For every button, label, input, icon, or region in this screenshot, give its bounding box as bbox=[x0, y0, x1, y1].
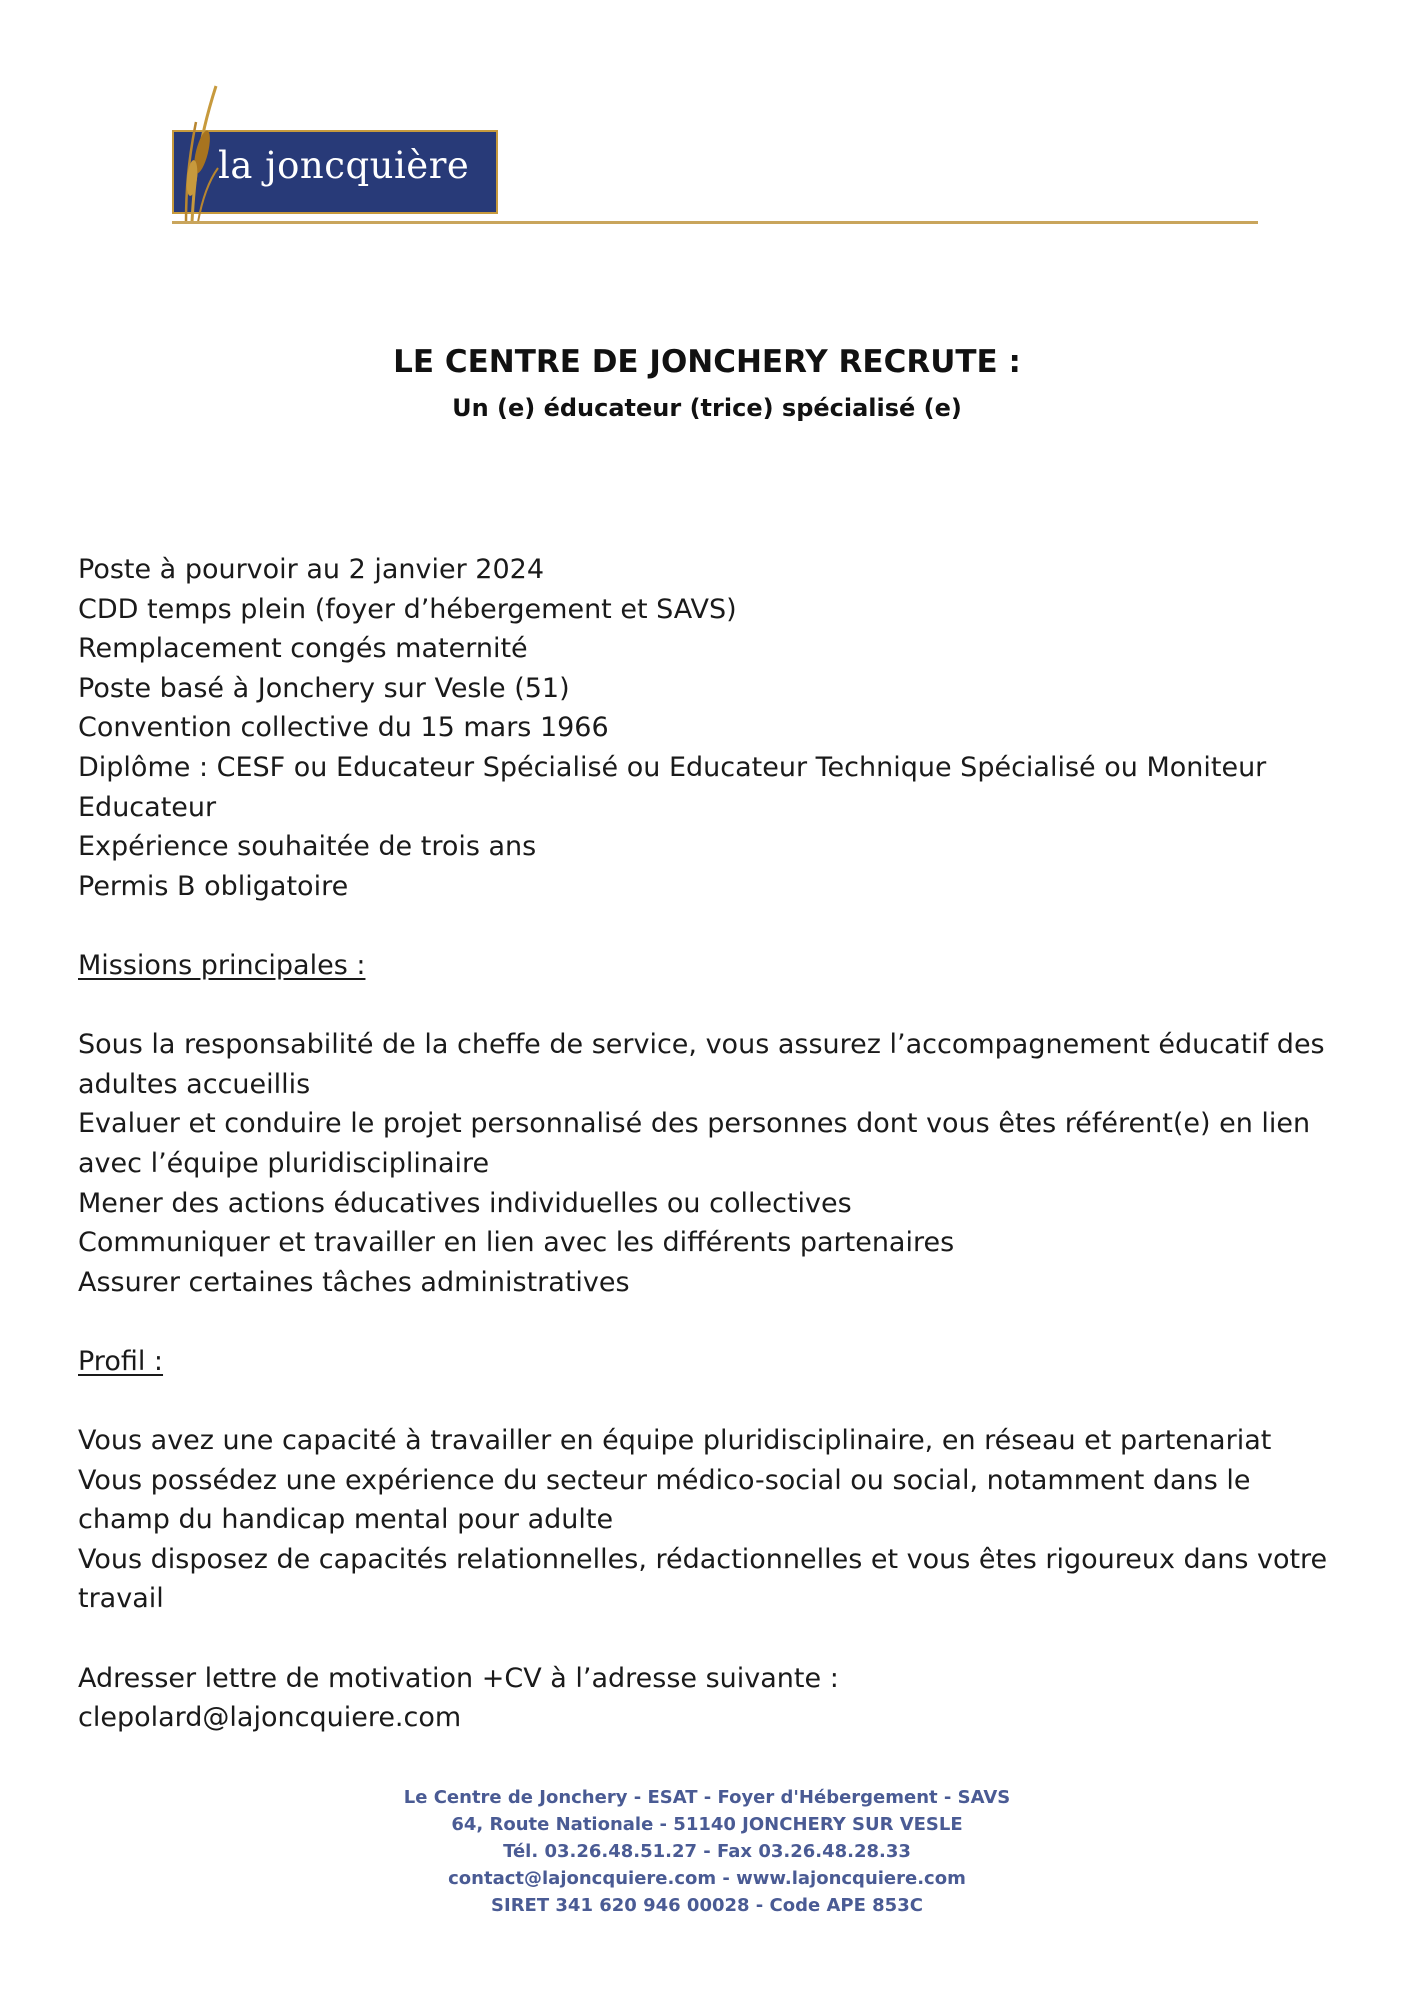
detail-line: Remplacement congés maternité bbox=[78, 633, 528, 665]
detail-line: Expérience souhaitée de trois ans bbox=[78, 831, 537, 863]
mission-line: Evaluer et conduire le projet personnalisé des personnes dont vous êtes référent(e) en lien bbox=[78, 1108, 1311, 1140]
footer-line: 64, Route Nationale - 51140 JONCHERY SUR VESLE bbox=[451, 1814, 963, 1835]
spacer bbox=[78, 1302, 1348, 1342]
detail-line: Poste basé à Jonchery sur Vesle (51) bbox=[78, 672, 570, 704]
profil-line: Vous disposez de capacités relationnelles, rédactionnelles et vous êtes rigoureux dans votre bbox=[78, 1543, 1328, 1575]
mission-line: Assurer certaines tâches administratives bbox=[78, 1266, 630, 1298]
detail-line: Convention collective du 15 mars 1966 bbox=[78, 712, 609, 744]
missions-heading: Missions principales : bbox=[78, 949, 366, 981]
detail-line: CDD temps plein (foyer d’hébergement et SAVS) bbox=[78, 593, 737, 625]
application-email: clepolard@lajoncquiere.com bbox=[78, 1702, 462, 1734]
spacer bbox=[78, 1381, 1348, 1421]
mission-line: Mener des actions éducatives individuelles ou collectives bbox=[78, 1187, 852, 1219]
profil-line: Vous possédez une expérience du secteur médico-social ou social, notamment dans le bbox=[78, 1464, 1251, 1496]
profil-line: travail bbox=[78, 1583, 164, 1615]
page-subtitle: Un (e) éducateur (trice) spécialisé (e) bbox=[452, 394, 962, 422]
logo bbox=[172, 82, 504, 224]
detail-line: Poste à pourvoir au 2 janvier 2024 bbox=[78, 554, 545, 585]
footer-line: contact@lajoncquiere.com - www.lajoncquiere.com bbox=[448, 1868, 966, 1889]
logo-text: la joncquière bbox=[218, 144, 470, 187]
profil-line: Vous avez une capacité à travailler en équipe pluridisciplinaire, en réseau et partenariat bbox=[78, 1425, 1272, 1457]
mission-line: Sous la responsabilité de la cheffe de service, vous assurez l’accompagnement éducatif des bbox=[78, 1029, 1325, 1061]
page-title: LE CENTRE DE JONCHERY RECRUTE : bbox=[393, 344, 1021, 380]
profil-heading: Profil : bbox=[78, 1345, 164, 1377]
detail-line: Educateur bbox=[78, 791, 217, 823]
detail-line: Permis B obligatoire bbox=[78, 870, 349, 902]
header-rule bbox=[172, 221, 1258, 224]
spacer bbox=[78, 1619, 1348, 1659]
mission-line: Communiquer et travailler en lien avec les différents partenaires bbox=[78, 1227, 955, 1259]
mission-line: adultes accueillis bbox=[78, 1068, 311, 1100]
application-instruction: Adresser lettre de motivation +CV à l’adresse suivante : bbox=[78, 1662, 839, 1694]
footer-line: Tél. 03.26.48.51.27 - Fax 03.26.48.28.33 bbox=[503, 1841, 911, 1862]
footer bbox=[0, 1784, 1414, 1919]
spacer bbox=[78, 986, 1348, 1026]
body-text bbox=[78, 550, 1348, 1738]
mission-line: avec l’équipe pluridisciplinaire bbox=[78, 1147, 490, 1179]
footer-line: SIRET 341 620 946 00028 - Code APE 853C bbox=[491, 1895, 923, 1916]
detail-line: Diplôme : CESF ou Educateur Spécialisé ou Educateur Technique Spécialisé ou Moniteur bbox=[78, 751, 1267, 783]
profil-line: champ du handicap mental pour adulte bbox=[78, 1504, 614, 1536]
footer-line: Le Centre de Jonchery - ESAT - Foyer d'Hébergement - SAVS bbox=[403, 1787, 1011, 1808]
spacer bbox=[78, 906, 1348, 946]
